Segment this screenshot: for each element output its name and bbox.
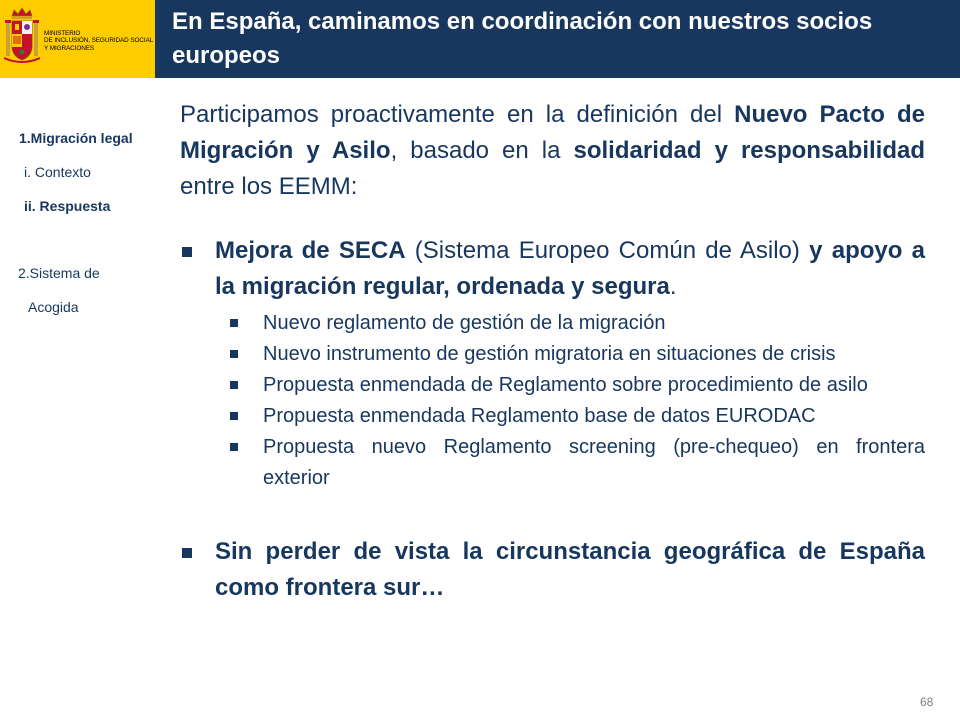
square-bullet-icon [230,350,238,358]
slide-title: En España, caminamos en coordinación con nuestros socios europeos [172,8,873,69]
slide-content [180,97,925,606]
page-number: 68 [920,695,934,709]
square-bullet-icon [230,319,238,327]
nav-item-sistema-de-acogida-line2[interactable]: Acogida [28,299,79,315]
nav-item-sistema-de-acogida[interactable]: 2.Sistema de [18,265,100,281]
list-item: Propuesta enmendada Reglamento base de datos EURODAC [226,401,925,432]
bullet-frontera-sur: Sin perder de vista la circunstancia geográfica de España como frontera sur… [180,534,925,606]
square-bullet-icon [230,381,238,389]
list-item: Nuevo reglamento de gestión de la migración [226,308,925,339]
nav-item-migracion-legal[interactable]: 1.Migración legal [19,130,133,146]
nav-item-contexto[interactable]: i. Contexto [24,164,91,180]
square-bullet-icon [230,412,238,420]
square-bullet-icon [230,443,238,451]
sub-bullet-list [226,308,925,494]
list-item: Propuesta enmendada de Reglamento sobre procedimiento de asilo [226,370,925,401]
square-bullet-icon [182,548,192,558]
square-bullet-icon [182,247,192,257]
nav-item-respuesta[interactable]: ii. Respuesta [24,198,111,214]
list-item: Nuevo instrumento de gestión migratoria en situaciones de crisis [226,339,925,370]
coat-of-arms-icon [4,6,40,70]
bullet-mejora-seca: Mejora de SECA (Sistema Europeo Común de Asilo) y apoyo a la migración regular, ordenada y segura. [180,233,925,305]
list-item: Propuesta nuevo Reglamento screening (pre-chequeo) en frontera exterior [226,432,925,494]
intro-paragraph: Participamos proactivamente en la definición del Nuevo Pacto de Migración y Asilo, basado en la solidaridad y responsabilidad entre los EEMM: [180,101,925,200]
ministry-logo [0,0,155,78]
header-bar [0,0,960,78]
ministry-name: MINISTERIO DE INCLUSIÓN, SEGURIDAD SOCIAL Y MIGRACIONES [44,30,154,52]
